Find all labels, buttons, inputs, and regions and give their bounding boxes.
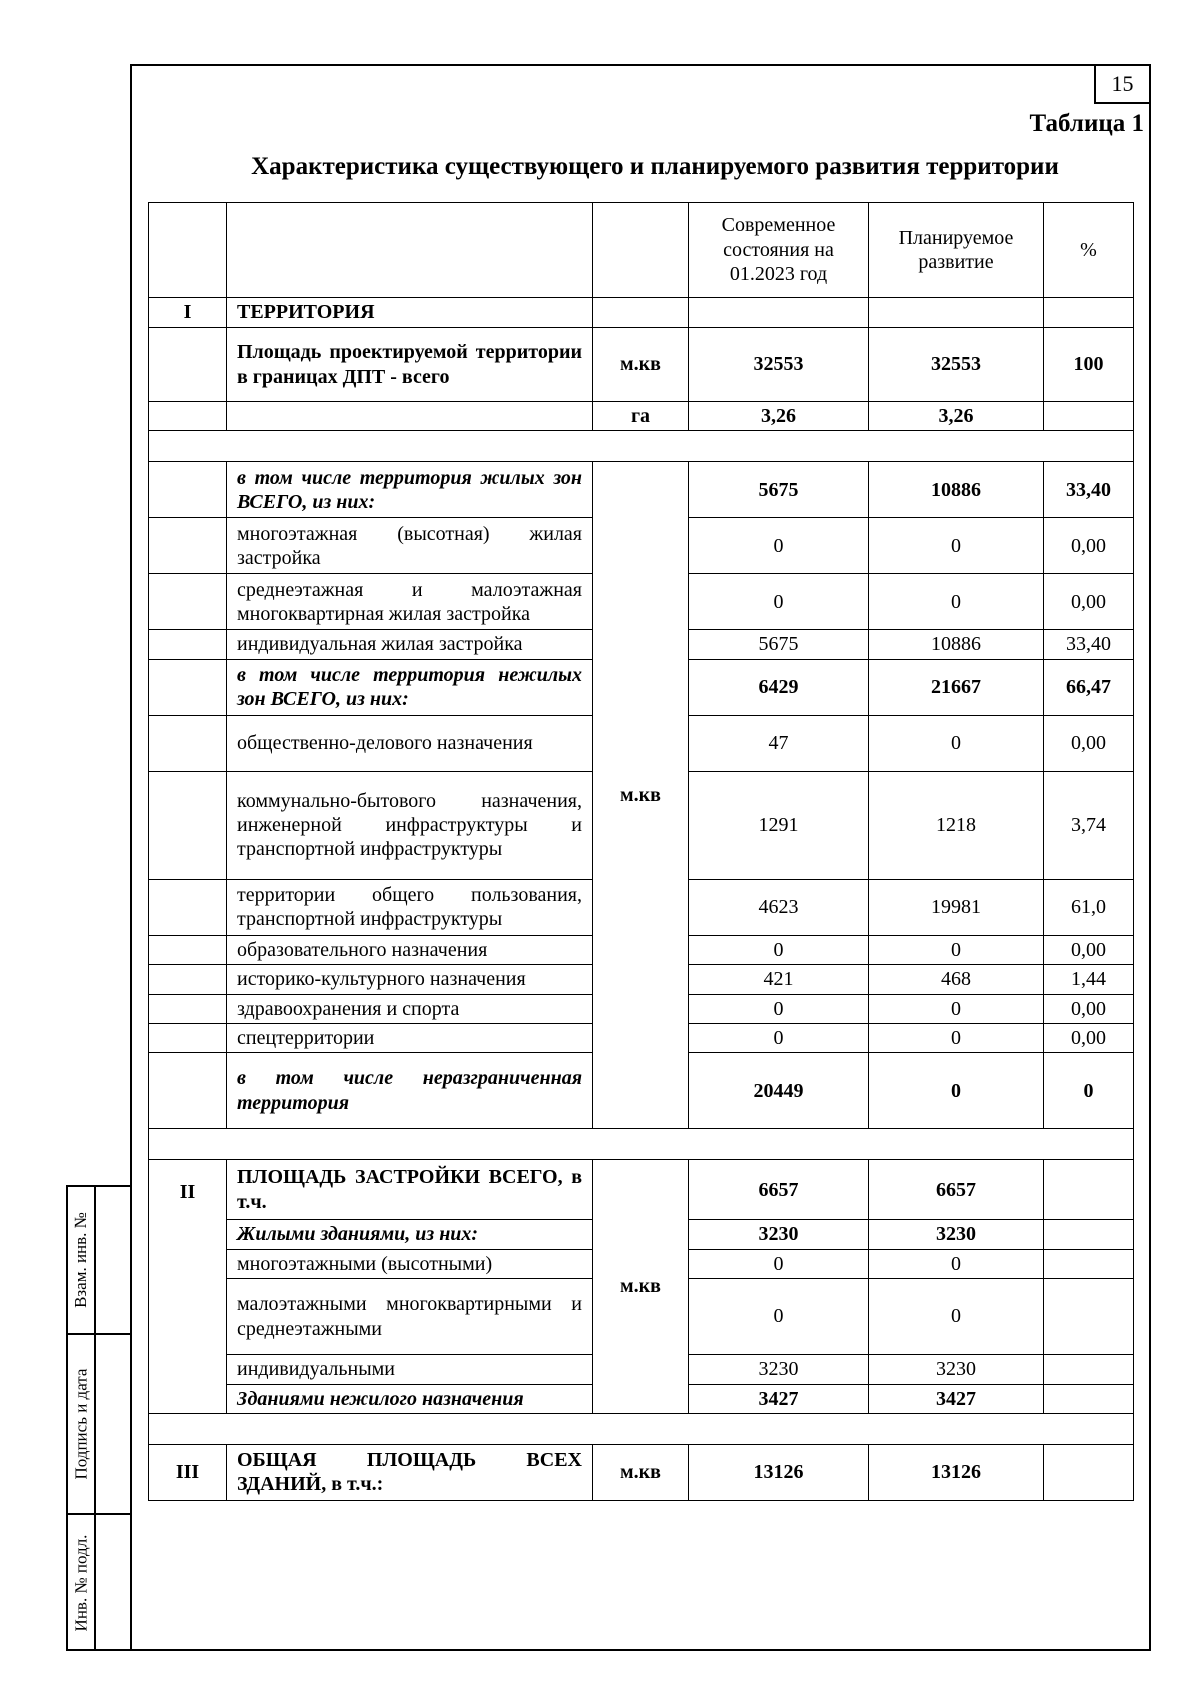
unit-block-1: м.кв — [593, 462, 689, 1129]
section-1-number: I — [149, 298, 227, 328]
area-label: Площадь проектируемой территории в границах ДПТ - всего — [227, 328, 593, 402]
table-row: в том числе неразграниченная территория 20449 0 0 — [149, 1053, 1134, 1129]
table-row: многоэтажными (высотными) 0 0 — [149, 1249, 1134, 1278]
table-row: в том числе территория нежилых зон ВСЕГО, из них: 6429 21667 66,47 — [149, 659, 1134, 715]
table-row: историко-культурного назначения 421 468 1,44 — [149, 965, 1134, 994]
section-1-name: ТЕРРИТОРИЯ — [227, 298, 593, 328]
table-row: территории общего пользования, транспортной инфраструктуры 4623 19981 61,0 — [149, 879, 1134, 935]
header-current: Современное состояния на 01.2023 год — [689, 203, 869, 298]
table-row: среднеэтажная и малоэтажная многоквартирная жилая застройка 0 0 0,00 — [149, 574, 1134, 630]
header-row — [149, 203, 1134, 298]
table-row: спецтерритории 0 0 0,00 — [149, 1023, 1134, 1052]
section-3-row: III ОБЩАЯ ПЛОЩАДЬ ВСЕХ ЗДАНИЙ, в т.ч.: м.кв 13126 13126 — [149, 1444, 1134, 1500]
header-planned: Планируемое развитие — [869, 203, 1044, 298]
stamp-inv: Инв. № подл. — [71, 1534, 90, 1632]
section-2-row: II ПЛОЩАДЬ ЗАСТРОЙКИ ВСЕГО, в т.ч. м.кв 6657 6657 — [149, 1160, 1134, 1220]
table-number: Таблица 1 — [1029, 110, 1144, 137]
table-row: Площадь проектируемой территории в границах ДПТ - всего м.кв 32553 32553 100 — [149, 328, 1134, 402]
section-2-number: II — [149, 1160, 227, 1414]
section-1-row — [149, 298, 1134, 328]
table-row: Жилыми зданиями, из них: 3230 3230 — [149, 1220, 1134, 1249]
table-row: образовательного назначения 0 0 0,00 — [149, 935, 1134, 964]
page-number: 15 — [1094, 64, 1151, 104]
stamp-vzam: Взам. инв. № — [71, 1212, 90, 1308]
table-row: здравоохранения и спорта 0 0 0,00 — [149, 994, 1134, 1023]
side-stamp — [66, 1185, 130, 1651]
characteristics-table — [148, 202, 1134, 1501]
table-row: в том числе территория жилых зон ВСЕГО, из них: м.кв 5675 10886 33,40 — [149, 462, 1134, 518]
table-row: индивидуальная жилая застройка 5675 10886 33,40 — [149, 630, 1134, 659]
table-row: общественно-делового назначения 47 0 0,00 — [149, 715, 1134, 771]
section-3-number: III — [149, 1444, 227, 1500]
table-row: малоэтажными многоквартирными и среднеэтажными 0 0 — [149, 1279, 1134, 1355]
stamp-podpis: Подпись и дата — [71, 1368, 90, 1480]
unit-block-2: м.кв — [593, 1160, 689, 1414]
table-row: Зданиями нежилого назначения 3427 3427 — [149, 1384, 1134, 1413]
header-percent: % — [1044, 203, 1134, 298]
table-row: га 3,26 3,26 — [149, 402, 1134, 431]
table-title: Характеристика существующего и планируемого развития территории — [251, 153, 1059, 180]
table-row: многоэтажная (высотная) жилая застройка 0 0 0,00 — [149, 518, 1134, 574]
table-row: коммунально-бытового назначения, инженерной инфраструктуры и транспортной инфраструктуры 1291 1218 3,74 — [149, 771, 1134, 879]
table-row: индивидуальными 3230 3230 — [149, 1355, 1134, 1384]
